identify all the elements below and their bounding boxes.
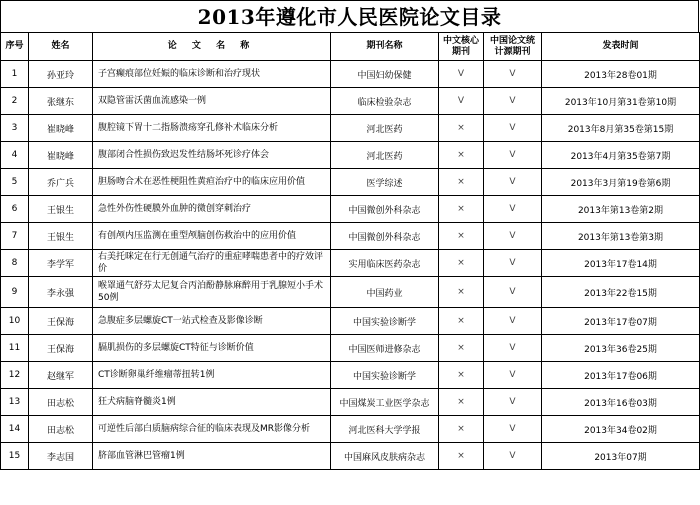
cell-journal: 中国麻风皮肤病杂志: [331, 443, 439, 470]
cell-number: 8: [1, 250, 29, 277]
cell-paper-title: 有创颅内压监测在重型颅脑创伤救治中的应用价值: [93, 223, 331, 250]
cell-paper-title: 可逆性后部白质脑病综合征的临床表现及MR影像分析: [93, 416, 331, 443]
table-row: [1, 88, 700, 115]
cell-journal: 中国微创外科杂志: [331, 196, 439, 223]
cell-stat-mark: V: [484, 223, 542, 250]
cell-stat-mark: V: [484, 389, 542, 416]
cell-author: 王保海: [29, 308, 93, 335]
cell-paper-title: CT诊断卵巢纤维瘤蒂扭转1例: [93, 362, 331, 389]
cell-journal: 中国实验诊断学: [331, 308, 439, 335]
cell-core-mark: ×: [439, 277, 484, 308]
table-row: [1, 308, 700, 335]
table-row: [1, 443, 700, 470]
header-paper: 论 文 名 称: [93, 33, 331, 61]
cell-stat-mark: V: [484, 250, 542, 277]
table-row: [1, 169, 700, 196]
cell-publish-time: 2013年第13卷第3期: [542, 223, 700, 250]
cell-paper-title: 子宫癫痕部位妊娠的临床诊断和治疗现状: [93, 61, 331, 88]
cell-core-mark: V: [439, 88, 484, 115]
cell-author: 赵继军: [29, 362, 93, 389]
table-row: [1, 61, 700, 88]
cell-number: 12: [1, 362, 29, 389]
table-row: [1, 115, 700, 142]
cell-publish-time: 2013年第13卷第2期: [542, 196, 700, 223]
cell-publish-time: 2013年34卷02期: [542, 416, 700, 443]
paper-table: [0, 32, 700, 470]
cell-stat-mark: V: [484, 308, 542, 335]
table-row: [1, 389, 700, 416]
cell-number: 13: [1, 389, 29, 416]
table-row: [1, 416, 700, 443]
cell-stat-mark: V: [484, 277, 542, 308]
cell-publish-time: 2013年4月第35卷第7期: [542, 142, 700, 169]
cell-core-mark: ×: [439, 142, 484, 169]
header-row: [1, 33, 700, 61]
cell-stat-mark: V: [484, 142, 542, 169]
cell-core-mark: ×: [439, 416, 484, 443]
table-row: [1, 196, 700, 223]
cell-author: 崔晓峰: [29, 115, 93, 142]
cell-number: 10: [1, 308, 29, 335]
cell-publish-time: 2013年17卷06期: [542, 362, 700, 389]
cell-core-mark: ×: [439, 223, 484, 250]
cell-author: 王银生: [29, 223, 93, 250]
header-author: 姓名: [29, 33, 93, 61]
header-no: 序号: [1, 33, 29, 61]
cell-number: 5: [1, 169, 29, 196]
cell-paper-title: 右美托咪定在行无创通气治疗的重症哮喘患者中的疗效评价: [93, 250, 331, 277]
cell-publish-time: 2013年36卷25期: [542, 335, 700, 362]
cell-author: 孙亚玲: [29, 61, 93, 88]
cell-journal: 中国医师进修杂志: [331, 335, 439, 362]
cell-number: 9: [1, 277, 29, 308]
cell-core-mark: ×: [439, 335, 484, 362]
cell-journal: 医学综述: [331, 169, 439, 196]
cell-paper-title: 胆肠吻合术在恶性梗阻性黄疸治疗中的临床应用价值: [93, 169, 331, 196]
cell-author: 田志松: [29, 389, 93, 416]
cell-stat-mark: V: [484, 169, 542, 196]
cell-number: 2: [1, 88, 29, 115]
table-row: [1, 223, 700, 250]
cell-stat-mark: V: [484, 443, 542, 470]
cell-number: 11: [1, 335, 29, 362]
cell-stat-mark: V: [484, 335, 542, 362]
cell-number: 7: [1, 223, 29, 250]
cell-publish-time: 2013年17卷07期: [542, 308, 700, 335]
cell-number: 15: [1, 443, 29, 470]
cell-author: 王银生: [29, 196, 93, 223]
cell-paper-title: 急性外伤性硬膜外血肿的微创穿刺治疗: [93, 196, 331, 223]
page-title: 2013年遵化市人民医院论文目录: [0, 0, 699, 32]
cell-stat-mark: V: [484, 61, 542, 88]
cell-author: 李学军: [29, 250, 93, 277]
table-row: [1, 250, 700, 277]
cell-publish-time: 2013年22卷15期: [542, 277, 700, 308]
header-core: 中文核心期刊: [439, 33, 484, 61]
cell-paper-title: 腹腔镜下胃十二指肠溃疡穿孔修补术临床分析: [93, 115, 331, 142]
table-row: [1, 142, 700, 169]
cell-publish-time: 2013年28卷01期: [542, 61, 700, 88]
cell-number: 6: [1, 196, 29, 223]
cell-author: 田志松: [29, 416, 93, 443]
cell-publish-time: 2013年8月第35卷第15期: [542, 115, 700, 142]
cell-journal: 河北医药: [331, 115, 439, 142]
header-journal: 期刊名称: [331, 33, 439, 61]
cell-core-mark: ×: [439, 308, 484, 335]
header-stat: 中国论文统计源期刊: [484, 33, 542, 61]
cell-stat-mark: V: [484, 88, 542, 115]
cell-author: 李永强: [29, 277, 93, 308]
cell-author: 王保海: [29, 335, 93, 362]
cell-publish-time: 2013年17卷14期: [542, 250, 700, 277]
cell-paper-title: 双隐管雷沃菌血流感染一例: [93, 88, 331, 115]
table-row: [1, 277, 700, 308]
cell-journal: 中国药业: [331, 277, 439, 308]
cell-stat-mark: V: [484, 362, 542, 389]
cell-paper-title: 狂犬病脑脊髓炎1例: [93, 389, 331, 416]
cell-publish-time: 2013年3月第19卷第6期: [542, 169, 700, 196]
cell-core-mark: ×: [439, 196, 484, 223]
cell-number: 14: [1, 416, 29, 443]
cell-journal: 中国微创外科杂志: [331, 223, 439, 250]
cell-paper-title: 脐部血管淋巴管瘤1例: [93, 443, 331, 470]
cell-core-mark: ×: [439, 115, 484, 142]
cell-journal: 中国妇幼保健: [331, 61, 439, 88]
cell-core-mark: V: [439, 61, 484, 88]
cell-publish-time: 2013年07期: [542, 443, 700, 470]
cell-publish-time: 2013年10月第31卷第10期: [542, 88, 700, 115]
cell-number: 1: [1, 61, 29, 88]
cell-journal: 实用临床医药杂志: [331, 250, 439, 277]
cell-paper-title: 膈肌损伤的多层螺旋CT特征与诊断价值: [93, 335, 331, 362]
table-row: [1, 362, 700, 389]
cell-journal: 河北医药: [331, 142, 439, 169]
cell-core-mark: ×: [439, 250, 484, 277]
cell-paper-title: 急腹症多层螺旋CT一站式检查及影像诊断: [93, 308, 331, 335]
cell-stat-mark: V: [484, 416, 542, 443]
header-time: 发表时间: [542, 33, 700, 61]
cell-stat-mark: V: [484, 196, 542, 223]
cell-author: 崔晓峰: [29, 142, 93, 169]
table-row: [1, 335, 700, 362]
cell-journal: 河北医科大学学报: [331, 416, 439, 443]
cell-core-mark: ×: [439, 362, 484, 389]
table-body: [1, 61, 700, 470]
cell-core-mark: ×: [439, 443, 484, 470]
cell-journal: 中国煤炭工业医学杂志: [331, 389, 439, 416]
cell-core-mark: ×: [439, 389, 484, 416]
cell-number: 4: [1, 142, 29, 169]
cell-paper-title: 喉罩通气舒芬太尼复合丙泊酚静脉麻醉用于乳腺短小手术50例: [93, 277, 331, 308]
cell-author: 张继东: [29, 88, 93, 115]
cell-publish-time: 2013年16卷03期: [542, 389, 700, 416]
cell-number: 3: [1, 115, 29, 142]
cell-paper-title: 腹部闭合性损伤致迟发性结肠坏死诊疗体会: [93, 142, 331, 169]
cell-author: 乔广兵: [29, 169, 93, 196]
cell-stat-mark: V: [484, 115, 542, 142]
cell-core-mark: ×: [439, 169, 484, 196]
cell-journal: 临床检验杂志: [331, 88, 439, 115]
cell-author: 李志国: [29, 443, 93, 470]
cell-journal: 中国实验诊断学: [331, 362, 439, 389]
